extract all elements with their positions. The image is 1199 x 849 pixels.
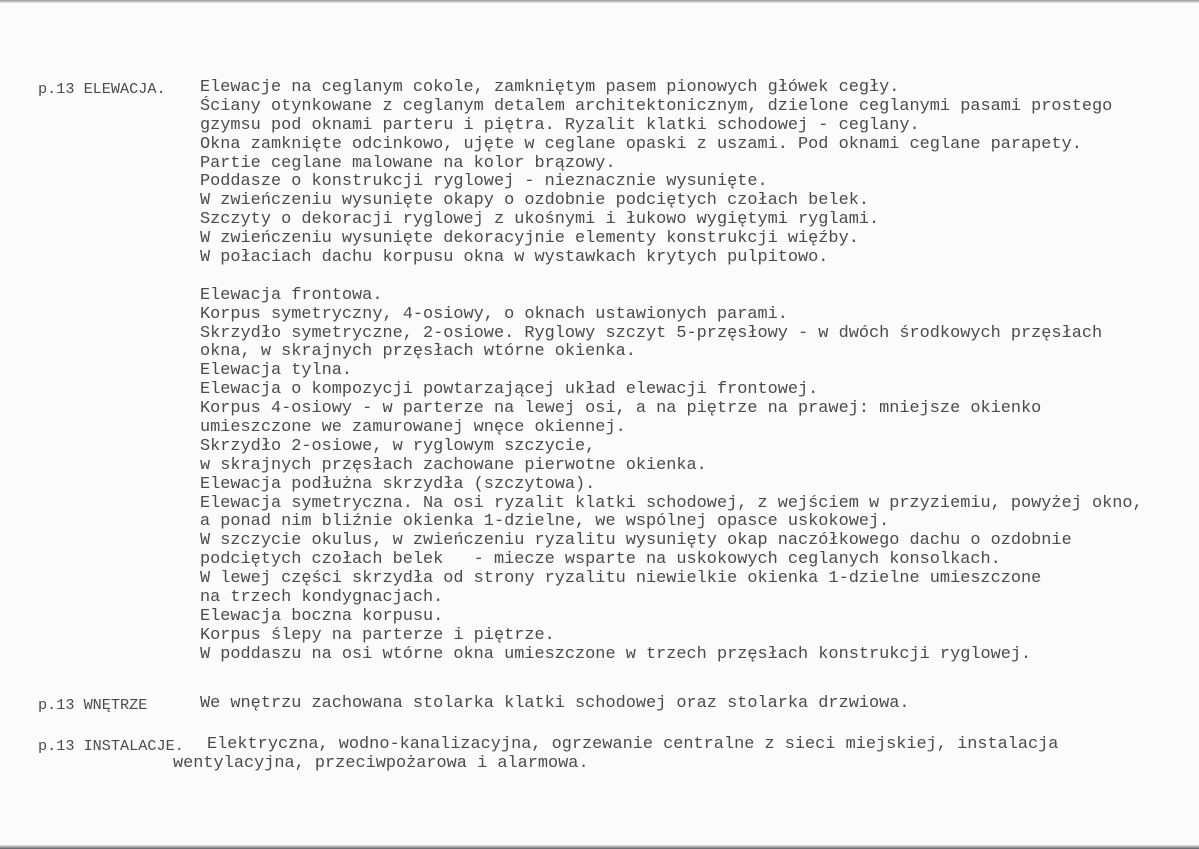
text-line: Elewacja o kompozycji powtarzającej układ elewacji frontowej.: [200, 380, 819, 400]
text-line: Korpus symetryczny, 4-osiowy, o oknach ustawionych parami.: [200, 304, 788, 324]
section-label: p.13 WNĘTRZE: [38, 695, 148, 714]
text-line: Szczyty o dekoracji ryglowej z ukośnymi i łukowo wygiętymi ryglami.: [200, 210, 880, 230]
text-line: okna, w skrajnych przęsłach wtórne okienka.: [200, 342, 636, 362]
section-body: [200, 79, 1180, 665]
text-line: Elewacje na ceglanym cokole, zamkniętym pasem pionowych główek cegły.: [200, 78, 900, 97]
text-line: na trzech kondygnacjach.: [200, 588, 444, 608]
text-line: W poddaszu na osi wtórne okna umieszczone w trzech przęsłach konstrukcji ryglowej.: [200, 644, 1032, 664]
text-line: w skrajnych przęsłach zachowane pierwotne okienka.: [200, 455, 707, 475]
paragraph-general: [200, 79, 1180, 268]
text-line: umieszczone we zamurowanej wnęce okiennej.: [200, 418, 626, 438]
text-line: Skrzydło symetryczne, 2-osiowe. Ryglowy szczyt 5-przęsłowy - w dwóch środkowych przęsłach: [200, 323, 1103, 343]
text-line: Skrzydło 2-osiowe, w ryglowym szczycie,: [200, 436, 596, 456]
section-label: p.13 INSTALACJE.: [38, 736, 184, 755]
paragraph-elevations: [200, 287, 1180, 665]
text-line: Elewacja podłużna skrzydła (szczytowa).: [200, 474, 596, 494]
scan-edge-bottom: [0, 845, 1199, 849]
text-line: Elewacja boczna korpusu.: [200, 606, 444, 626]
text-line: W lewej części skrzydła od strony ryzalitu niewielkie okienka 1-dzielne umieszczone: [200, 569, 1042, 589]
section-body: [200, 695, 1180, 714]
text-line: W zwieńczeniu wysunięte dekoracyjnie elementy konstrukcji więźby.: [200, 229, 859, 249]
text-line: Korpus 4-osiowy - w parterze na lewej osi, a na piętrze na prawej: mniejsze okienko: [200, 399, 1042, 419]
text-line: Elewacja tylna.: [200, 361, 353, 381]
text-line: Okna zamknięte odcinkowo, ujęte w ceglane opaski z uszami. Pod oknami ceglane parapety.: [200, 134, 1082, 154]
text-line: Korpus ślepy na parterze i piętrze.: [200, 625, 555, 645]
text-line: We wnętrzu zachowana stolarka klatki schodowej oraz stolarka drzwiowa.: [200, 694, 910, 713]
text-line: Elektryczna, wodno-kanalizacyjna, ogrzewanie centralne z sieci miejskiej, instalacja: [207, 735, 1059, 754]
text-line: podciętych czołach belek - miecze wsparte na uskokowych ceglanych konsolkach.: [200, 550, 1001, 570]
text-line: Partie ceglane malowane na kolor brązowy.: [200, 153, 616, 173]
text-line: gzymsu pod oknami parteru i piętra. Ryzalit klatki schodowej - ceglany.: [200, 115, 920, 135]
text-line: Elewacja symetryczna. Na osi ryzalit klatki schodowej, z wejściem w przyziemiu, powyżej okno,: [200, 493, 1143, 513]
text-line: W szczycie okulus, w zwieńczeniu ryzalitu wysunięty okap naczółkowego dachu o ozdobnie: [200, 531, 1072, 551]
text-line: Ściany otynkowane z ceglanym detalem architektonicznym, dzielone ceglanymi pasami prostego: [200, 96, 1113, 116]
text-line: W połaciach dachu korpusu okna w wystawkach krytych pulpitowo.: [200, 248, 829, 268]
section-body: [173, 735, 1180, 774]
text-line: W zwieńczeniu wysunięte okapy o ozdobnie podciętych czołach belek.: [200, 191, 869, 211]
section-label: p.13 ELEWACJA.: [38, 79, 166, 98]
text-line: a ponad nim bliźnie okienka 1-dzielne, we wspólnej opasce uskokowej.: [200, 512, 890, 532]
text-line: wentylacyjna, przeciwpożarowa i alarmowa.: [173, 753, 589, 773]
text-line: Elewacja frontowa.: [200, 285, 383, 305]
paragraph-gap: [200, 268, 1180, 287]
text-line: Poddasze o konstrukcji ryglowej - nieznacznie wysunięte.: [200, 172, 768, 192]
